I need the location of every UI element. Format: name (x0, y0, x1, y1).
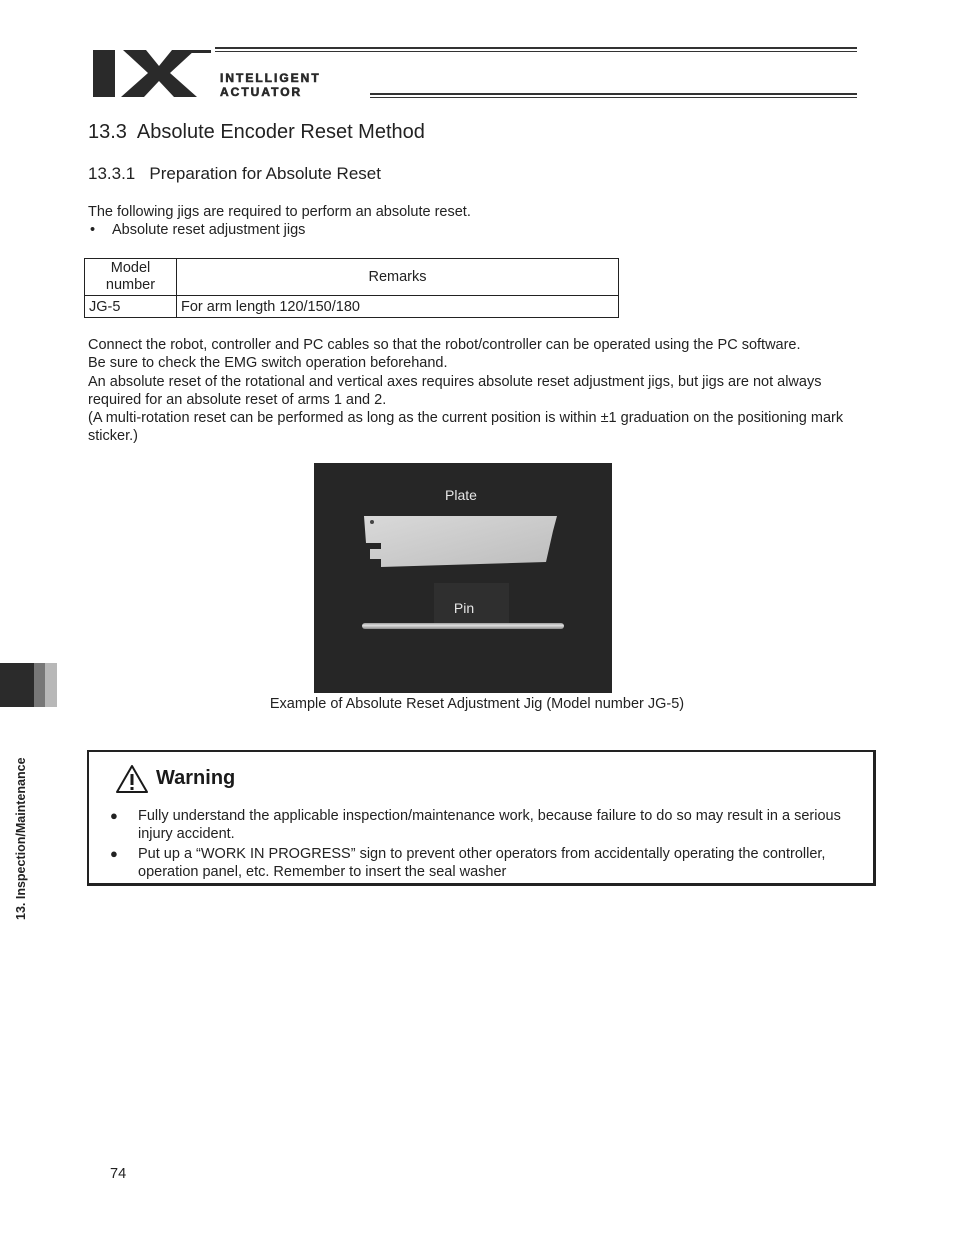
header-rule (370, 97, 857, 98)
header-rule (215, 51, 857, 52)
table-row (85, 296, 619, 318)
chapter-tab (0, 663, 34, 707)
chapter-tab-shade (34, 663, 45, 707)
bullet-icon: ● (110, 846, 118, 861)
warning-item (110, 807, 850, 845)
intro-text: The following jigs are required to perform an absolute reset. (88, 204, 471, 220)
brand-wordmark (220, 72, 321, 98)
bullet-item (88, 222, 305, 238)
jig-table (84, 258, 619, 318)
warning-item-text: Fully understand the applicable inspection/maintenance work, because failure to do so may result in a serious injury accident. (138, 808, 841, 843)
paragraph: Be sure to check the EMG switch operation beforehand. (88, 355, 448, 372)
bullet-text: Absolute reset adjustment jigs (112, 222, 306, 238)
chapter-tab-shade (45, 663, 57, 707)
brand-line-1: INTELLIGENT (220, 71, 321, 85)
warning-title: Warning (156, 767, 236, 789)
section-title: 13.3 Absolute Encoder Reset Method (88, 121, 425, 143)
chapter-label: 13. Inspection/Maintenance (14, 757, 28, 920)
plate-shape (364, 516, 557, 567)
warning-item (110, 845, 850, 883)
paragraph: An absolute reset of the rotational and vertical axes requires absolute reset adjustment jigs, but jigs are not always required for an absolute reset of arms 1 and 2. (88, 373, 822, 408)
paragraph: (A multi-rotation reset can be performed as long as the current position is within ±1 graduation on the positioning mark sticker.) (88, 410, 844, 445)
header-model-number: Model number (85, 259, 177, 296)
ix-logo (93, 47, 211, 99)
table-header-row (85, 259, 619, 296)
jig-photo (314, 463, 612, 693)
subsection-title: 13.3.1 Preparation for Absolute Reset (88, 164, 381, 183)
header-rule (215, 47, 857, 49)
instructions (88, 336, 878, 446)
brand-line-2: ACTUATOR (220, 85, 303, 99)
header-remarks: Remarks (177, 259, 619, 296)
bullet-icon: ● (110, 808, 118, 823)
warning-triangle-icon (115, 764, 149, 794)
plate-label: Plate (445, 487, 477, 503)
pin-label: Pin (453, 600, 475, 616)
page-number: 74 (110, 1166, 127, 1182)
figure-caption: Example of Absolute Reset Adjustment Jig (Model number JG-5) (269, 696, 685, 712)
pin-shape (362, 623, 564, 629)
cell-remarks: For arm length 120/150/180 (177, 296, 619, 318)
header-rule (370, 93, 857, 95)
warning-item-text: Put up a “WORK IN PROGRESS” sign to prevent other operators from accidentally operating the controller, operation panel, etc. Remember to insert the seal washer (138, 846, 826, 881)
paragraph: Connect the robot, controller and PC cables so that the robot/controller can be operated using the PC software. (88, 337, 801, 353)
bullet-icon: • (90, 222, 96, 238)
cell-model: JG-5 (85, 296, 177, 318)
